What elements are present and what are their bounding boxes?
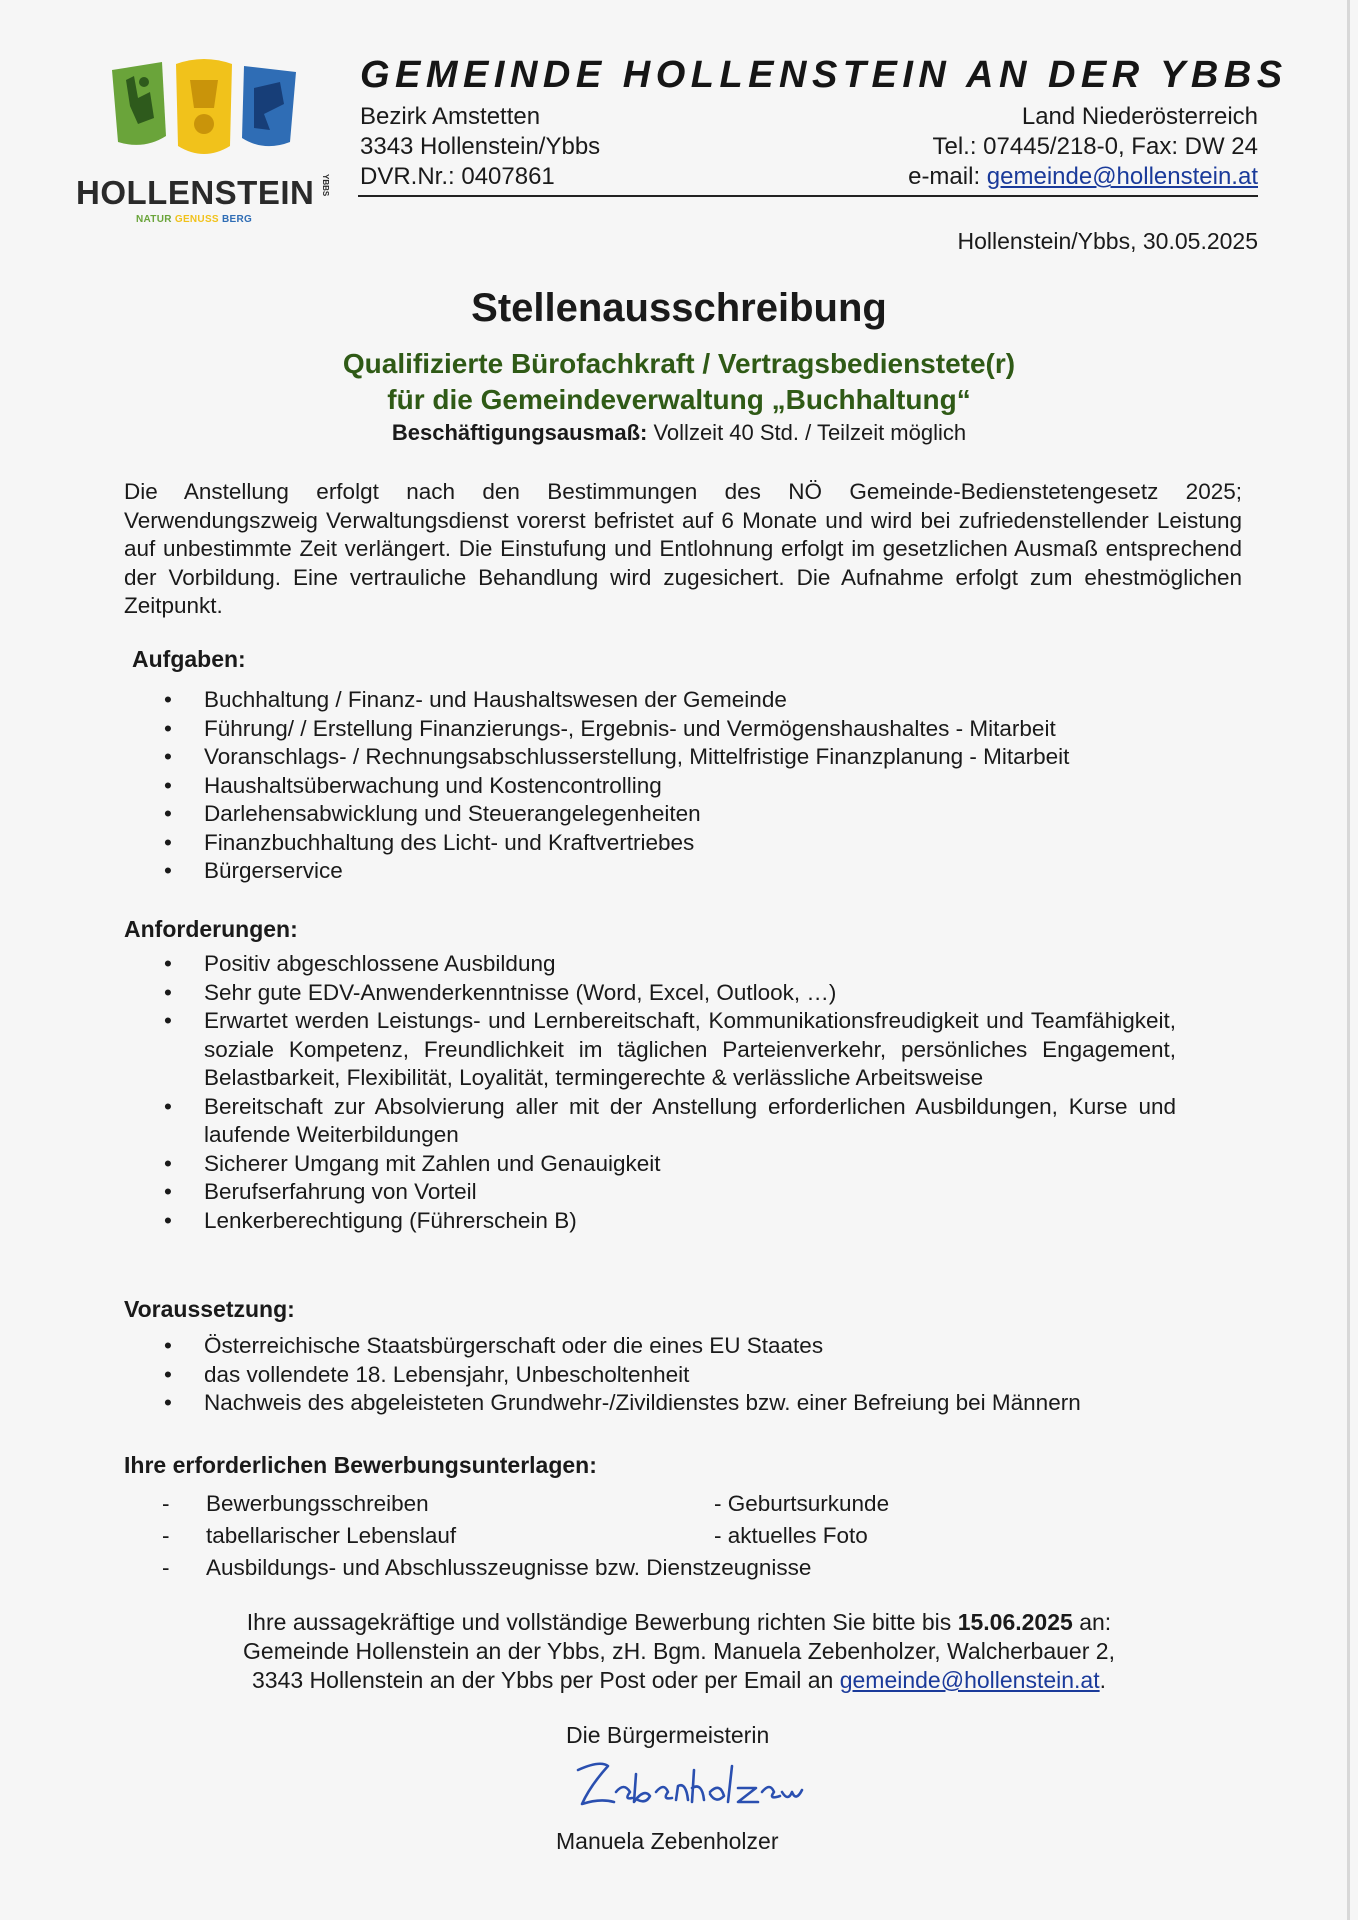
list-item: • Bürgerservice <box>124 857 1224 886</box>
section-heading-anforderungen: Anforderungen: <box>124 916 298 942</box>
bullet-icon: • <box>164 1333 172 1358</box>
email-line <box>908 162 1258 192</box>
tag-genuss: GENUSS <box>174 214 219 225</box>
deadline: 15.06.2025 <box>957 1609 1073 1635</box>
bullet-icon: • <box>164 951 172 976</box>
dash-icon: - <box>162 1491 170 1516</box>
bullet-icon: • <box>164 1150 172 1176</box>
list-item: • Berufserfahrung von Vorteil <box>124 1178 1176 1207</box>
closing-line-2: Gemeinde Hollenstein an der Ybbs, zH. Bgm. Manuela Zebenholzer, Walcherbauer 2, <box>243 1638 1115 1664</box>
bullet-icon: • <box>164 1390 172 1415</box>
list-item: • Bereitschaft zur Absolvierung aller mit der Anstellung erforderlichen Ausbildungen, Kurse und laufende Weiterbildungen <box>164 1093 1176 1147</box>
extent-value: Vollzeit 40 Std. / Teilzeit möglich <box>647 420 967 445</box>
department-title: für die Gemeindeverwaltung „Buchhaltung“ <box>387 384 971 415</box>
list-item: • Lenkerberechtigung (Führerschein B) <box>124 1207 1176 1236</box>
anforderungen-list <box>124 950 1176 1235</box>
voraussetzung-list <box>124 1332 1284 1418</box>
header-email-link[interactable]: gemeinde@hollenstein.at <box>986 163 1258 190</box>
employment-extent <box>0 420 1358 446</box>
list-item: • Darlehensabwicklung und Steuerangelegenheiten <box>124 800 1224 829</box>
document-date: Hollenstein/Ybbs, 30.05.2025 <box>957 228 1258 254</box>
bullet-icon: • <box>164 1361 172 1387</box>
section-heading-aufgaben: Aufgaben: <box>132 646 246 672</box>
list-item: - Bewerbungsschreiben - Geburtsurkunde <box>124 1488 1024 1520</box>
signatory-role: Die Bürgermeisterin <box>566 1722 770 1748</box>
bullet-icon: • <box>164 829 172 855</box>
list-item: - tabellarischer Lebenslauf - aktuelles Foto <box>124 1520 1024 1552</box>
list-item: • Voranschlags- / Rechnungsabschlusserstellung, Mittelfristige Finanzplanung - Mitarbeit <box>124 743 1224 772</box>
tag-natur: NATUR <box>136 214 172 225</box>
intro-paragraph: Die Anstellung erfolgt nach den Bestimmungen des NÖ Gemeinde-Bedienstetengesetz 2025; Verwendungszweig Verwaltungsdienst vorerst befristet auf 6 Monate und wird bei zufriedenstellender Leistung auf unbestimmte Zeit verlängert. Die Einstufung und Entlohnung erfolgt im gesetzlichen Ausmaß entsprechend der Vorbildung. Eine vertrauliche Behandlung wird zugesichert. Die Aufnahme erfolgt zum ehestmöglichen Zeitpunkt. <box>124 479 1242 618</box>
header-contact <box>908 102 1258 192</box>
closing-line-3: 3343 Hollenstein an der Ybbs per Post oder per Email an gemeinde@hollenstein.at. <box>251 1667 1107 1693</box>
logo-wordmark: HOLLENSTEIN <box>76 174 315 211</box>
dash-icon: - <box>162 1555 170 1580</box>
dash-icon: - <box>162 1523 170 1548</box>
list-item: - Ausbildungs- und Abschlusszeugnisse bzw. Dienstzeugnisse <box>124 1552 1024 1584</box>
extent-label: Beschäftigungsausmaß: <box>391 420 648 445</box>
closing-email-link[interactable]: gemeinde@hollenstein.at <box>839 1667 1100 1693</box>
list-item: • Positiv abgeschlossene Ausbildung <box>124 950 1176 979</box>
page-title: Stellenausschreibung <box>471 286 887 330</box>
bullet-icon: • <box>164 772 172 798</box>
list-item: • Erwartet werden Leistungs- und Lernbereitschaft, Kommunikationsfreudigkeit und Teamfähigkeit, soziale Kompetenz, Freundlichkeit im täglichen Parteienverkehr, persönliches Engagement, Belastbarkeit, Flexibilität, Loyalität, termingerechte & verlässliche Arbeitsweise <box>164 1008 1176 1090</box>
region: Land Niederösterreich <box>1021 103 1258 130</box>
position-title: Qualifizierte Bürofachkraft / Vertragsbedienstete(r) <box>342 348 1016 379</box>
section-heading-voraussetzung: Voraussetzung: <box>124 1296 295 1322</box>
header-divider <box>358 195 1258 197</box>
bullet-icon: • <box>164 1179 172 1204</box>
bullet-icon: • <box>164 979 172 1005</box>
coat-of-arms-icon <box>104 58 304 168</box>
bullet-icon: • <box>164 715 172 741</box>
bullet-icon: • <box>164 1093 172 1119</box>
postal-address: 3343 Hollenstein/Ybbs <box>360 133 601 160</box>
list-item: • Buchhaltung / Finanz- und Haushaltswesen der Gemeinde <box>124 686 1224 715</box>
bullet-icon: • <box>164 687 172 712</box>
list-item: • Haushaltsüberwachung und Kostencontrolling <box>124 772 1224 801</box>
bullet-icon: • <box>164 1008 172 1033</box>
aufgaben-list <box>124 686 1224 886</box>
organization-title: GEMEINDE HOLLENSTEIN AN DER YBBS <box>360 54 1288 96</box>
list-item: • Führung/ / Erstellung Finanzierungs-, Ergebnis- und Vermögenshaushaltes - Mitarbeit <box>124 715 1224 744</box>
list-item: • Österreichische Staatsbürgerschaft oder die eines EU Staates <box>124 1332 1284 1361</box>
tag-berg: BERG <box>222 214 253 225</box>
section-heading-unterlagen: Ihre erforderlichen Bewerbungsunterlagen: <box>124 1452 597 1478</box>
list-item: • Sicherer Umgang mit Zahlen und Genauigkeit <box>124 1150 1176 1179</box>
logo-ybbs: YBBS <box>321 174 330 197</box>
application-instructions <box>0 1608 1358 1695</box>
closing-line-1: Ihre aussagekräftige und vollständige Bewerbung richten Sie bitte bis 15.06.2025 an: <box>246 1609 1112 1635</box>
list-item: • das vollendete 18. Lebensjahr, Unbescholtenheit <box>124 1361 1284 1390</box>
email-label: e-mail: <box>908 163 987 190</box>
municipality-logo <box>76 58 342 228</box>
header-address <box>360 102 600 192</box>
bullet-icon: • <box>164 1207 172 1233</box>
list-item: • Nachweis des abgeleisteten Grundwehr-/Zivildienstes bzw. einer Befreiung bei Männern <box>124 1389 1284 1418</box>
list-item: • Sehr gute EDV-Anwenderkenntnisse (Word, Excel, Outlook, …) <box>124 979 1176 1008</box>
bullet-icon: • <box>164 858 172 883</box>
documents-list <box>124 1488 1024 1584</box>
list-item: • Finanzbuchhaltung des Licht- und Kraftvertriebes <box>124 829 1224 858</box>
phone-fax: Tel.: 07445/218-0, Fax: DW 24 <box>932 133 1258 160</box>
bullet-icon: • <box>164 744 172 769</box>
signatory-name: Manuela Zebenholzer <box>556 1828 779 1854</box>
dvr-number: DVR.Nr.: 0407861 <box>360 163 555 190</box>
district: Bezirk Amstetten <box>360 103 541 130</box>
handwritten-signature <box>570 1752 810 1822</box>
logo-tagline <box>136 214 252 225</box>
bullet-icon: • <box>164 801 172 826</box>
